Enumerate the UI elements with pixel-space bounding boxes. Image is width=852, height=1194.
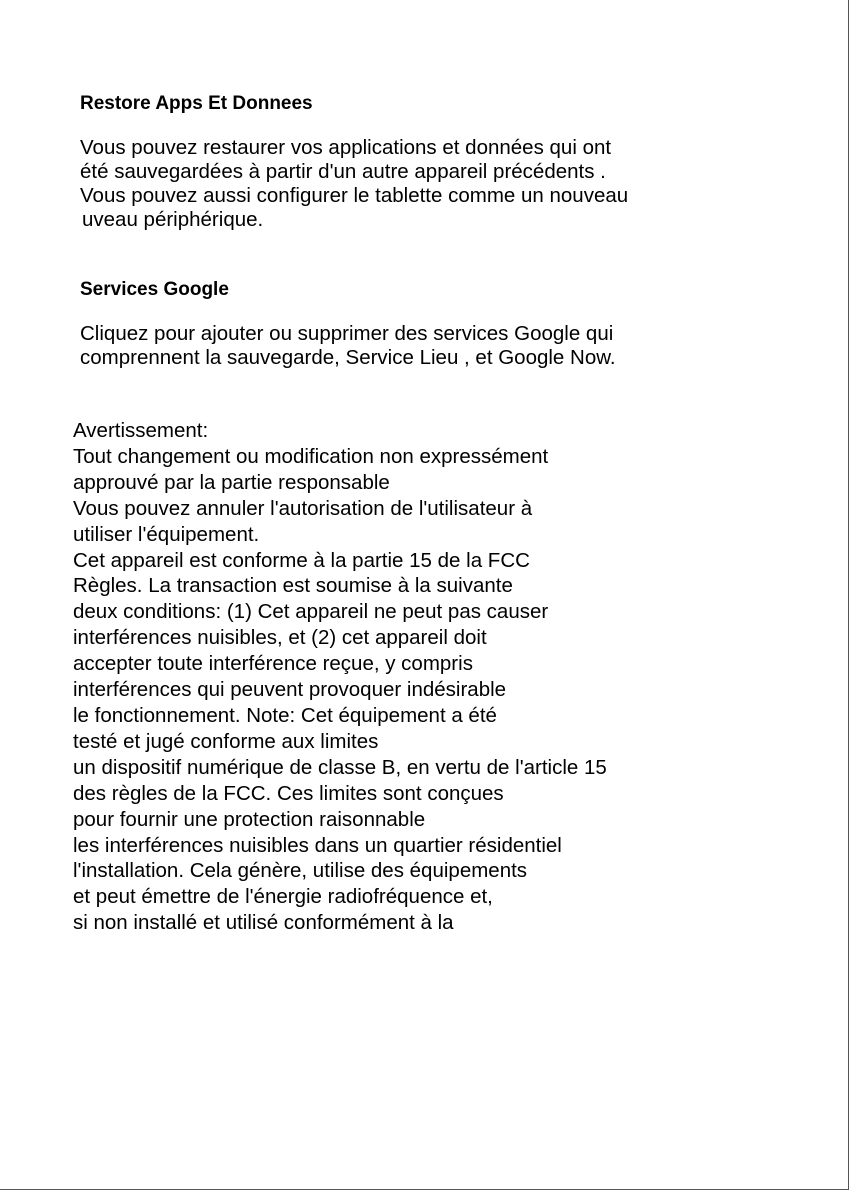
warning-line: Tout changement ou modification non expressément: [73, 444, 549, 468]
services-line: Cliquez pour ajouter ou supprimer des services Google qui: [80, 322, 614, 345]
restore-paragraph: [80, 136, 800, 232]
warning-line: interférences qui peuvent provoquer indésirable: [73, 678, 507, 702]
restore-line: été sauvegardées à partir d'un autre appareil précédents .: [80, 160, 606, 183]
warning-line: Cet appareil est conforme à la partie 15 de la FCC: [73, 548, 530, 572]
restore-line: uveau périphérique.: [82, 208, 264, 231]
warning-line: l'installation. Cela génère, utilise des équipements: [73, 859, 528, 883]
warning-line: testé et jugé conforme aux limites: [73, 729, 379, 753]
services-paragraph: [80, 322, 800, 370]
services-line: comprennent la sauvegarde, Service Lieu , et Google Now.: [80, 346, 616, 369]
restore-section: [80, 92, 800, 232]
warning-line: interférences nuisibles, et (2) cet appareil doit: [73, 626, 487, 650]
warning-line: accepter toute interférence reçue, y compris: [73, 652, 473, 676]
restore-line: Vous pouvez aussi configurer le tablette comme un nouveau: [80, 184, 629, 207]
warning-line: si non installé et utilisé conformément à la: [73, 911, 454, 935]
warning-line: deux conditions: (1) Cet appareil ne peut pas causer: [73, 600, 549, 624]
warning-line: Vous pouvez annuler l'autorisation de l'utilisateur à: [73, 496, 533, 520]
warning-line: utiliser l'équipement.: [73, 522, 260, 546]
restore-line: Vous pouvez restaurer vos applications et données qui ont: [80, 136, 612, 159]
warning-text: [73, 418, 813, 936]
services-heading: Services Google: [80, 279, 229, 300]
warning-line: un dispositif numérique de classe B, en vertu de l'article 15: [73, 755, 607, 779]
warning-line: des règles de la FCC. Ces limites sont conçues: [73, 781, 504, 805]
warning-line: approuvé par la partie responsable: [73, 470, 390, 494]
services-section: [80, 278, 800, 370]
warning-line: Règles. La transaction est soumise à la suivante: [73, 574, 513, 598]
restore-heading: Restore Apps Et Donnees: [80, 93, 313, 114]
warning-line: Avertissement:: [73, 419, 209, 442]
warning-line: le fonctionnement. Note: Cet équipement a été: [73, 703, 497, 727]
warning-line: les interférences nuisibles dans un quartier résidentiel: [73, 833, 562, 857]
warning-line: pour fournir une protection raisonnable: [73, 807, 426, 831]
warning-line: et peut émettre de l'énergie radiofréquence et,: [73, 885, 493, 909]
